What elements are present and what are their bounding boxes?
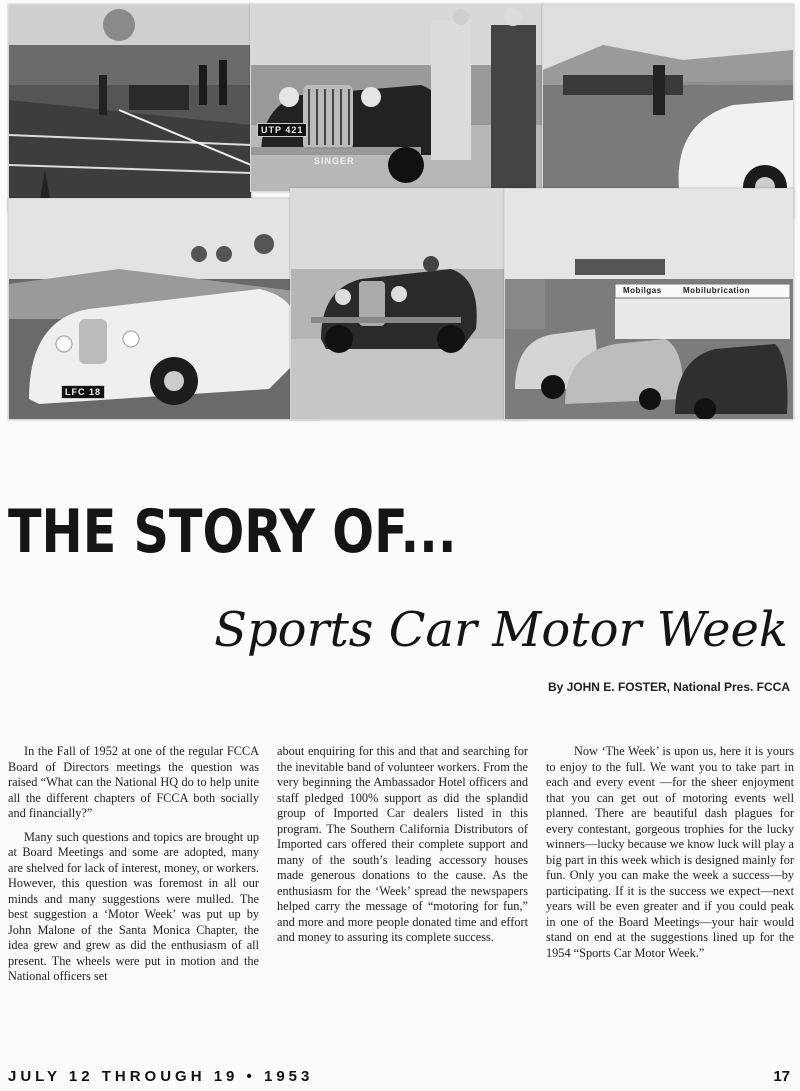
photo-white-convertible [8, 198, 320, 420]
white-car-plate: LFC 18 [61, 385, 105, 399]
page-number: 17 [773, 1068, 790, 1085]
photo-white-sports-car [542, 4, 794, 218]
article-column-2 [277, 744, 528, 954]
photo-gas-station [504, 188, 794, 420]
paragraph: Many such questions and topics are brought up at Board Meetings and some are adopted, many are shelved for lack of interest, money, or workers. However, this question was foremost in all our minds and many suggestions were mulled. The best suggestion a ‘Motor Week’ was put up by John Malone of the Santa Monica Chapter, the idea grew and grew as did the enthusiasm of all present. The wheels were put in motion and the National officers set [8, 829, 259, 983]
footer-date: JULY 12 THROUGH 19 • 1953 [8, 1068, 314, 1085]
photo-singer-roadster [250, 4, 544, 192]
paragraph: about enquiring for this and that and searching for the inevitable band of volunteer workers. From the very beginning the Ambassador Hotel officers and staff pledged 100% support as did the splandid group of Imported Car dealers listed in this program. The Southern California Distributors of Imported cars offered their complete support and many of the south’s leading accessory houses made generous donations to the cause. As the enthusiasm for the ‘Week’ spread the newspapers helped carry the message of “motoring for fun,” and more and more people donated time and effort and money to assuring its complete success. [277, 744, 528, 944]
singer-name-plate: SINGER [314, 156, 355, 166]
singer-registration-plate: UTP 421 [257, 123, 307, 137]
station-sign-mobilubrication: Mobilubrication [683, 286, 751, 295]
paragraph: Now ‘The Week’ is upon us, here it is yours to enjoy to the full. We want you to take part in each and every event —for the sheer enjoyment that you can get out of motoring events well planned. There are beautiful dash plagues for every contestant, gorgeous trophies for the lucky winners—lucky because we know luck will play a big part in this week which is designed mainly for fun. Only you can make the week a success—by participating. If it is the success we expect—next years will be even greater and if you could peak in one of the Board Meetings—your hair would stand on end at the suggestions lined up for the 1954 “Sports Car Motor Week.” [546, 744, 794, 960]
photo-parking-lot [8, 4, 252, 212]
subtitle: Sports Car Motor Week [214, 602, 788, 658]
headline: THE STORY OF... [8, 497, 457, 567]
article-column-3 [546, 744, 794, 969]
byline: By JOHN E. FOSTER, National Pres. FCCA [547, 680, 790, 694]
photo-collage [8, 4, 792, 418]
paragraph: In the Fall of 1952 at one of the regular FCCA Board of Directors meetings the question was raised “What can the National HQ do to help unite all the different chapters of FCCA both socially and financially?” [8, 744, 259, 820]
station-sign-mobilgas: Mobilgas [623, 286, 662, 295]
article-column-1 [8, 744, 259, 993]
photo-mg-roadster [290, 188, 528, 420]
